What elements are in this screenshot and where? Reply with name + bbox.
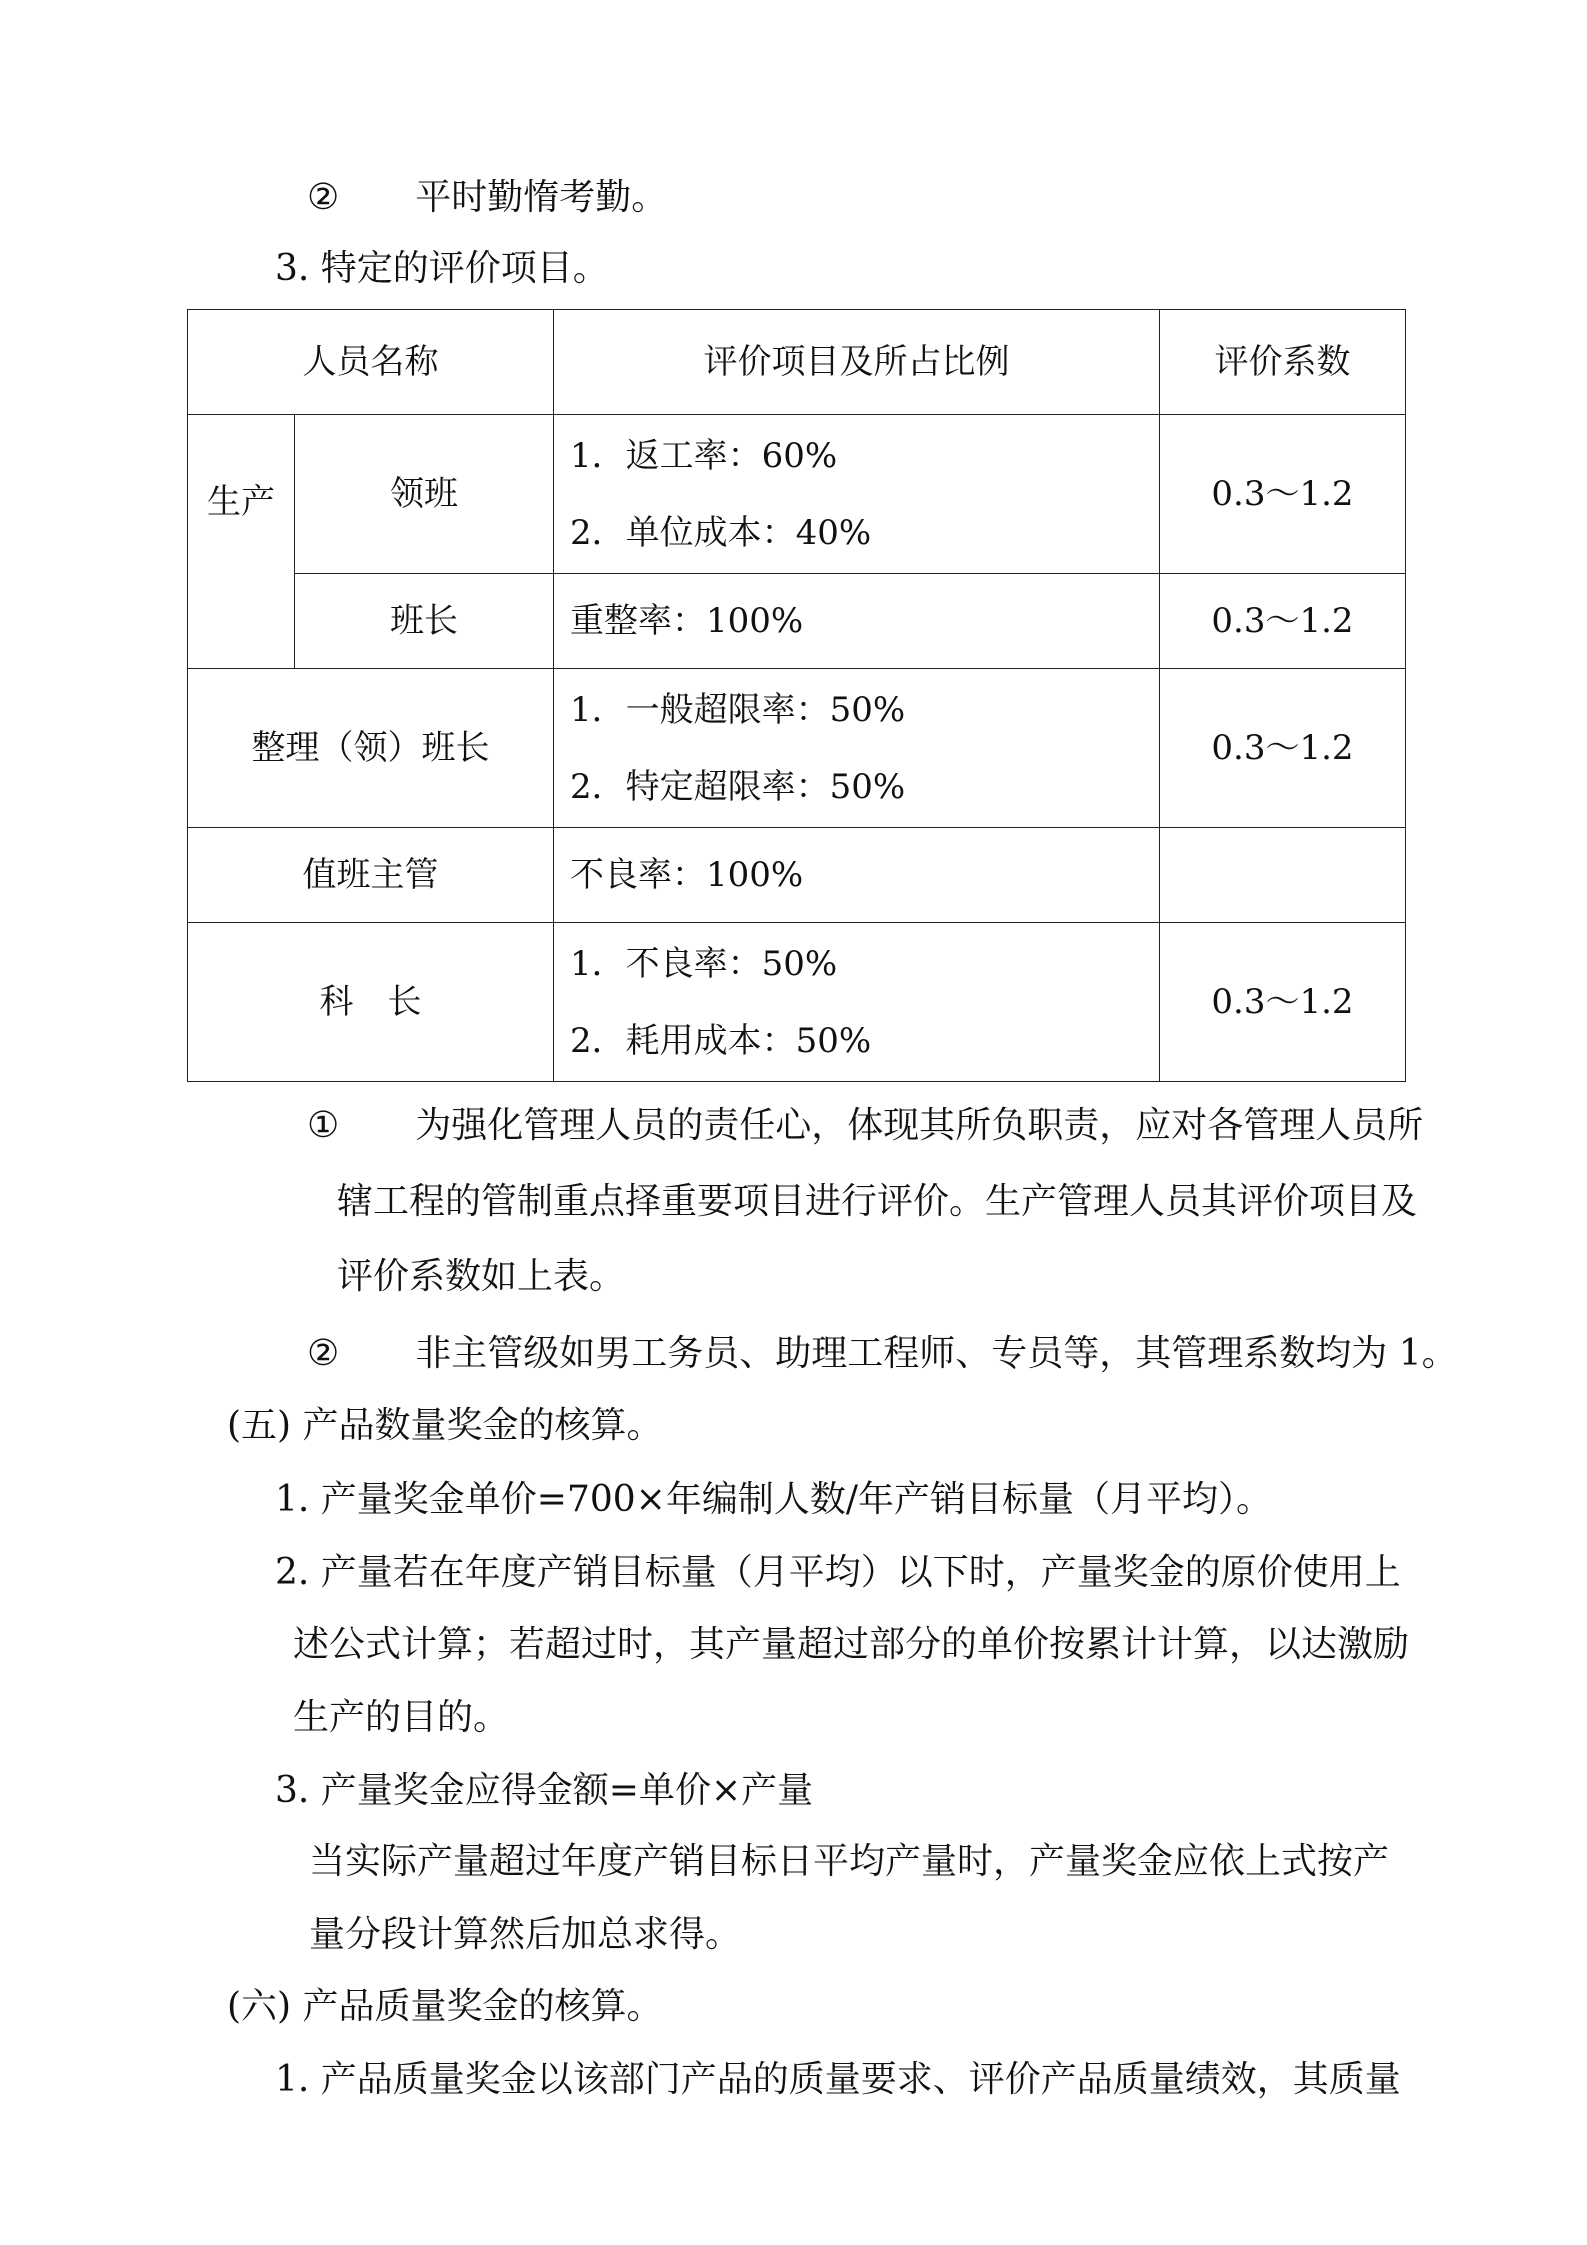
section-5-title: (五) 产品数量奖金的核算。 [227, 1405, 663, 1446]
section-5-p1: 1. 产量奖金单价=700×年编制人数/年产销目标量（月平均）。 [275, 1479, 1272, 1520]
note-1-line-1 [307, 1105, 1424, 1146]
intro-item-2-text: 平时勤惰考勤。 [415, 177, 668, 218]
coef-cell: 0.3～1.2 [1160, 923, 1406, 1082]
coef-cell: 0.3～1.2 [1160, 669, 1406, 828]
section-5-p2-line-3: 生产的目的。 [293, 1697, 510, 1738]
section-5-p3: 3. 产量奖金应得金额=单价×产量 [275, 1770, 814, 1811]
items-cell [554, 669, 1160, 828]
table-row [188, 669, 1406, 828]
header-eval-items: 评价项目及所占比例 [554, 310, 1160, 415]
role-cell: 领班 [295, 415, 554, 574]
coef-cell: 0.3～1.2 [1160, 574, 1406, 669]
item-line: 重整率：100% [570, 601, 804, 641]
intro-item-2 [307, 177, 668, 218]
role-cell: 班长 [295, 574, 554, 669]
note-1-line-3: 评价系数如上表。 [337, 1256, 626, 1297]
role-cell: 科 长 [188, 923, 554, 1082]
table-row [188, 415, 1406, 574]
items-cell [554, 415, 1160, 574]
note-1-text-1: 为强化管理人员的责任心，体现其所负职责，应对各管理人员所 [415, 1105, 1424, 1146]
items-cell [554, 828, 1160, 923]
role-cell: 值班主管 [188, 828, 554, 923]
header-person-name: 人员名称 [188, 310, 554, 415]
item-line: 2．单位成本：40% [570, 512, 872, 553]
section-5-p2-line-2: 述公式计算；若超过时，其产量超过部分的单价按累计计算，以达激励 [293, 1624, 1410, 1665]
table-header-row [188, 310, 1406, 415]
item-line: 1．返工率：60% [570, 435, 838, 476]
section-5-p2-line-1: 2. 产量若在年度产销目标量（月平均）以下时，产量奖金的原价使用上 [275, 1552, 1401, 1593]
circled-number-2: ② [307, 1333, 340, 1374]
items-cell [554, 923, 1160, 1082]
note-1-line-2: 辖工程的管制重点择重要项目进行评价。生产管理人员其评价项目及 [337, 1181, 1418, 1222]
note-2 [307, 1333, 1458, 1374]
circled-number-2: ② [307, 177, 340, 218]
section-3-heading: 3. 特定的评价项目。 [275, 248, 609, 289]
item-line: 不良率：100% [570, 855, 804, 895]
note-2-text: 非主管级如男工务员、助理工程师、专员等，其管理系数均为 1。 [415, 1333, 1458, 1374]
table-row [188, 923, 1406, 1082]
group-production: 生产 [188, 415, 295, 669]
section-6-p1: 1. 产品质量奖金以该部门产品的质量要求、评价产品质量绩效，其质量 [275, 2059, 1401, 2100]
table-row [188, 828, 1406, 923]
item-line: 2．特定超限率：50% [570, 766, 906, 807]
coef-cell: 0.3～1.2 [1160, 415, 1406, 574]
circled-number-1: ① [307, 1105, 340, 1146]
section-5-p3-line-2: 当实际产量超过年度产销目标日平均产量时，产量奖金应依上式按产 [309, 1841, 1390, 1882]
table-row [188, 574, 1406, 669]
section-6-title: (六) 产品质量奖金的核算。 [227, 1986, 663, 2027]
item-line: 1．不良率：50% [570, 943, 838, 984]
header-eval-coef: 评价系数 [1160, 310, 1406, 415]
coef-cell [1160, 828, 1406, 923]
item-line: 1．一般超限率：50% [570, 689, 906, 730]
evaluation-table [187, 309, 1406, 1082]
item-line: 2．耗用成本：50% [570, 1020, 872, 1061]
section-5-p3-line-3: 量分段计算然后加总求得。 [309, 1914, 742, 1955]
role-cell: 整理（领）班长 [188, 669, 554, 828]
items-cell [554, 574, 1160, 669]
